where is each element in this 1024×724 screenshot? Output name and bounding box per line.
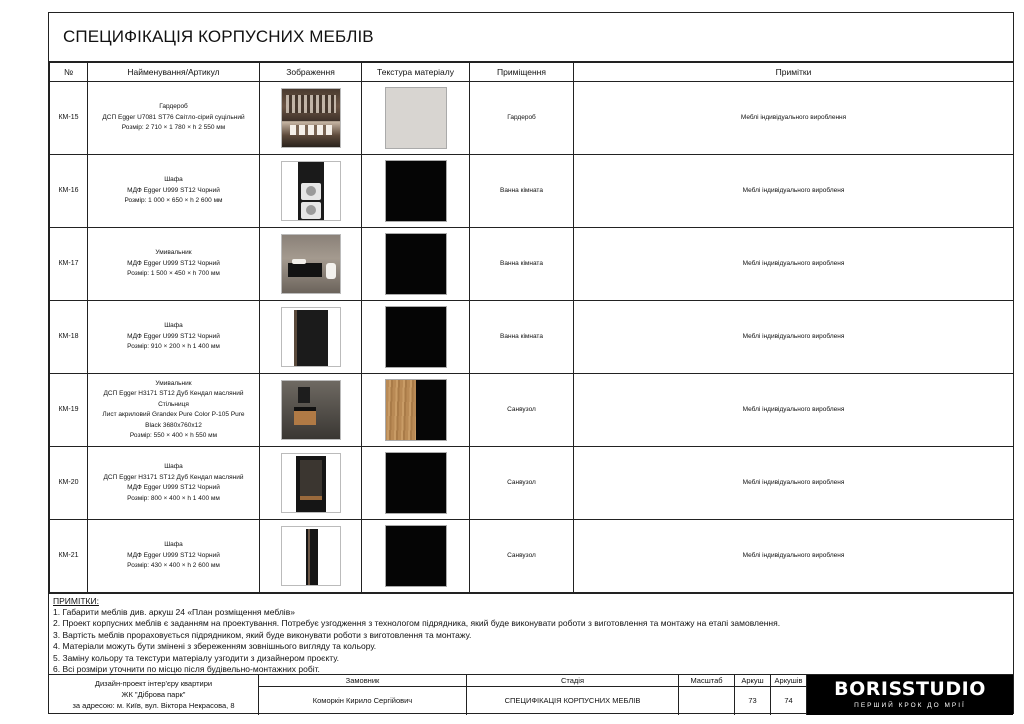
item-name bbox=[88, 374, 260, 447]
black-texture-swatch bbox=[385, 233, 447, 295]
item-texture-cell bbox=[362, 447, 470, 520]
washer-cabinet-render-image bbox=[281, 161, 341, 221]
item-name-line: МДФ Egger U999 ST12 Чорний bbox=[127, 186, 220, 194]
studio-logo bbox=[807, 675, 1013, 715]
column-header-number: № bbox=[50, 63, 88, 82]
item-name-line: Шафа bbox=[164, 322, 183, 330]
table-row bbox=[50, 520, 1014, 593]
item-name bbox=[88, 520, 260, 593]
item-room: Ванна кімната bbox=[470, 155, 574, 228]
sheet-value: 73 bbox=[735, 687, 771, 715]
item-name-line: Black 3680x760x12 bbox=[145, 421, 202, 429]
item-note: Меблі індивідуального виробленя bbox=[574, 155, 1014, 228]
column-header-room: Приміщення bbox=[470, 63, 574, 82]
item-name-line: Розмір: 800 × 400 × h 1 400 мм bbox=[127, 494, 220, 502]
light-grey-texture-swatch bbox=[385, 87, 447, 149]
item-room: Ванна кімната bbox=[470, 301, 574, 374]
item-note: Меблі індивідуального виробленя bbox=[574, 447, 1014, 520]
item-image-cell bbox=[260, 374, 362, 447]
column-header-notes: Примітки bbox=[574, 63, 1014, 82]
item-room: Гардероб bbox=[470, 82, 574, 155]
item-code: КМ-15 bbox=[50, 82, 88, 155]
item-name bbox=[88, 228, 260, 301]
item-name-line: Умивальник bbox=[155, 249, 192, 257]
item-image-cell bbox=[260, 301, 362, 374]
item-name-line: ДСП Egger H3171 ST12 Дуб Кендал масляний bbox=[103, 390, 244, 397]
item-name-line: ДСП Egger H3171 ST12 Дуб Кендал масляний bbox=[103, 473, 244, 481]
item-name-line: МДФ Egger U999 ST12 Чорний bbox=[127, 484, 220, 491]
stage-value: СПЕЦИФІКАЦІЯ КОРПУСНИХ МЕБЛІВ bbox=[467, 687, 679, 715]
note-line: 5. Заміну кольору та текстури матеріалу узгодити з дизайнером проєкту. bbox=[53, 652, 340, 663]
item-code: КМ-20 bbox=[50, 447, 88, 520]
item-name-line: Лист акриловий Grandex Pure Color P-105 Pure bbox=[102, 411, 245, 418]
item-code: КМ-19 bbox=[50, 374, 88, 447]
title-bar bbox=[49, 13, 1013, 62]
table-row bbox=[50, 228, 1014, 301]
black-texture-swatch bbox=[385, 306, 447, 368]
item-image-cell bbox=[260, 228, 362, 301]
item-name bbox=[88, 301, 260, 374]
item-name-line: МДФ Egger U999 ST12 Чорний bbox=[127, 259, 220, 267]
table-row bbox=[50, 374, 1014, 447]
item-code: КМ-21 bbox=[50, 520, 88, 593]
column-header-texture: Текстура матеріалу bbox=[362, 63, 470, 82]
item-texture-cell bbox=[362, 301, 470, 374]
item-note: Меблі індивідуального вироблення bbox=[574, 82, 1014, 155]
table-header-row bbox=[50, 63, 1014, 82]
item-name-line: Розмір: 2 710 × 1 780 × h 2 550 мм bbox=[121, 124, 226, 132]
studio-logo-brand: BORISSTUDIO bbox=[834, 678, 986, 700]
item-code: КМ-18 bbox=[50, 301, 88, 374]
item-note: Меблі індивідуального виробленя bbox=[574, 374, 1014, 447]
basin-vanity-render-image bbox=[281, 234, 341, 294]
oak-black-texture-swatch bbox=[385, 379, 447, 441]
item-texture-cell bbox=[362, 374, 470, 447]
project-line: ЖК "Діброва парк" bbox=[121, 690, 186, 699]
black-texture-swatch bbox=[385, 525, 447, 587]
niche-cabinet-render-image bbox=[281, 453, 341, 513]
note-line: 2. Проект корпусних меблів є заданням на проектування. Потребує узгодження з технологом підрядника, який буде виконувати роботи з виготовлення та монтажу на етапі замовлення. bbox=[53, 618, 781, 628]
item-room: Санвузол bbox=[470, 520, 574, 593]
item-note: Меблі індивідуального виробленя bbox=[574, 301, 1014, 374]
item-name-line: Стільниця bbox=[158, 400, 189, 408]
studio-logo-tagline: ПЕРШИЙ КРОК ДО МРІЇ bbox=[854, 702, 966, 709]
notes-heading: ПРИМІТКИ: bbox=[53, 596, 99, 606]
project-line: Дизайн-проект інтер'єру квартири bbox=[94, 679, 213, 688]
item-name-line: МДФ Egger U999 ST12 Чорний bbox=[127, 551, 220, 559]
item-name-line: Розмір: 430 × 400 × h 2 600 мм bbox=[127, 562, 220, 570]
item-name bbox=[88, 155, 260, 228]
project-line: за адресою: м. Київ, вул. Віктора Некрасова, 8 bbox=[72, 701, 235, 710]
item-note: Меблі індивідуального виробленя bbox=[574, 228, 1014, 301]
note-line: 1. Габарити меблів див. аркуш 24 «План розміщення меблів» bbox=[53, 606, 295, 617]
table-row bbox=[50, 447, 1014, 520]
table-row bbox=[50, 301, 1014, 374]
item-name-line: ДСП Egger U7081 ST76 Світло-сірий суцільний bbox=[102, 113, 245, 121]
item-texture-cell bbox=[362, 82, 470, 155]
item-name-line: Шафа bbox=[164, 463, 183, 470]
item-texture-cell bbox=[362, 228, 470, 301]
item-name bbox=[88, 447, 260, 520]
item-code: КМ-16 bbox=[50, 155, 88, 228]
tall-cabinet-render-image bbox=[281, 307, 341, 367]
customer-label: Замовник bbox=[259, 675, 467, 687]
item-name-line: Шафа bbox=[164, 541, 183, 549]
customer-value: Коморкін Кирило Сергійович bbox=[259, 687, 467, 715]
sheets-value: 74 bbox=[771, 687, 807, 715]
wood-vanity-render-image bbox=[281, 380, 341, 440]
notes-section bbox=[49, 593, 1013, 673]
specification-sheet bbox=[48, 12, 1014, 714]
item-name-line: Розмір: 550 × 400 × h 550 мм bbox=[129, 432, 218, 439]
note-line: 6. Всі розміри уточнити по місцю після будівельно-монтажних робіт. bbox=[53, 664, 320, 674]
item-image-cell bbox=[260, 82, 362, 155]
column-header-name: Найменування/Артикул bbox=[88, 63, 260, 82]
item-image-cell bbox=[260, 447, 362, 520]
scale-label: Масштаб bbox=[679, 675, 735, 687]
item-name-line: Розмір: 910 × 200 × h 1 400 мм bbox=[127, 343, 220, 351]
item-name-line: Розмір: 1 500 × 450 × h 700 мм bbox=[127, 270, 220, 278]
project-info bbox=[49, 675, 259, 715]
title-block bbox=[49, 674, 1013, 714]
page-title: СПЕЦИФІКАЦІЯ КОРПУСНИХ МЕБЛІВ bbox=[63, 27, 374, 46]
item-texture-cell bbox=[362, 155, 470, 228]
item-name bbox=[88, 82, 260, 155]
sheet-label: Аркуш bbox=[735, 675, 771, 687]
item-room: Санвузол bbox=[470, 374, 574, 447]
item-note: Меблі індивідуального виробленя bbox=[574, 520, 1014, 593]
table-row bbox=[50, 82, 1014, 155]
item-name-line: Умивальник bbox=[155, 379, 192, 387]
item-room: Ванна кімната bbox=[470, 228, 574, 301]
item-name-line: МДФ Egger U999 ST12 Чорний bbox=[127, 332, 220, 340]
item-texture-cell bbox=[362, 520, 470, 593]
note-line: 3. Вартість меблів прораховується підрядником, який буде виконувати роботи з виготовлення та монтажу. bbox=[53, 629, 472, 640]
wardrobe-render-image bbox=[281, 88, 341, 148]
scale-value bbox=[679, 687, 735, 715]
specification-table bbox=[49, 62, 1014, 593]
item-name-line: Розмір: 1 000 × 650 × h 2 600 мм bbox=[124, 197, 223, 205]
column-header-image: Зображення bbox=[260, 63, 362, 82]
item-name-line: Шафа bbox=[164, 176, 183, 184]
item-name-line: Гардероб bbox=[159, 103, 188, 111]
sheets-label: Аркушів bbox=[771, 675, 807, 687]
item-image-cell bbox=[260, 155, 362, 228]
black-texture-swatch bbox=[385, 160, 447, 222]
table-row bbox=[50, 155, 1014, 228]
black-texture-swatch bbox=[385, 452, 447, 514]
narrow-cabinet-render-image bbox=[281, 526, 341, 586]
stage-label: Стадія bbox=[467, 675, 679, 687]
item-code: КМ-17 bbox=[50, 228, 88, 301]
note-line: 4. Матеріали можуть бути змінені з збереженням зовнішнього вигляду та кольору. bbox=[53, 641, 377, 651]
item-image-cell bbox=[260, 520, 362, 593]
item-room: Санвузол bbox=[470, 447, 574, 520]
